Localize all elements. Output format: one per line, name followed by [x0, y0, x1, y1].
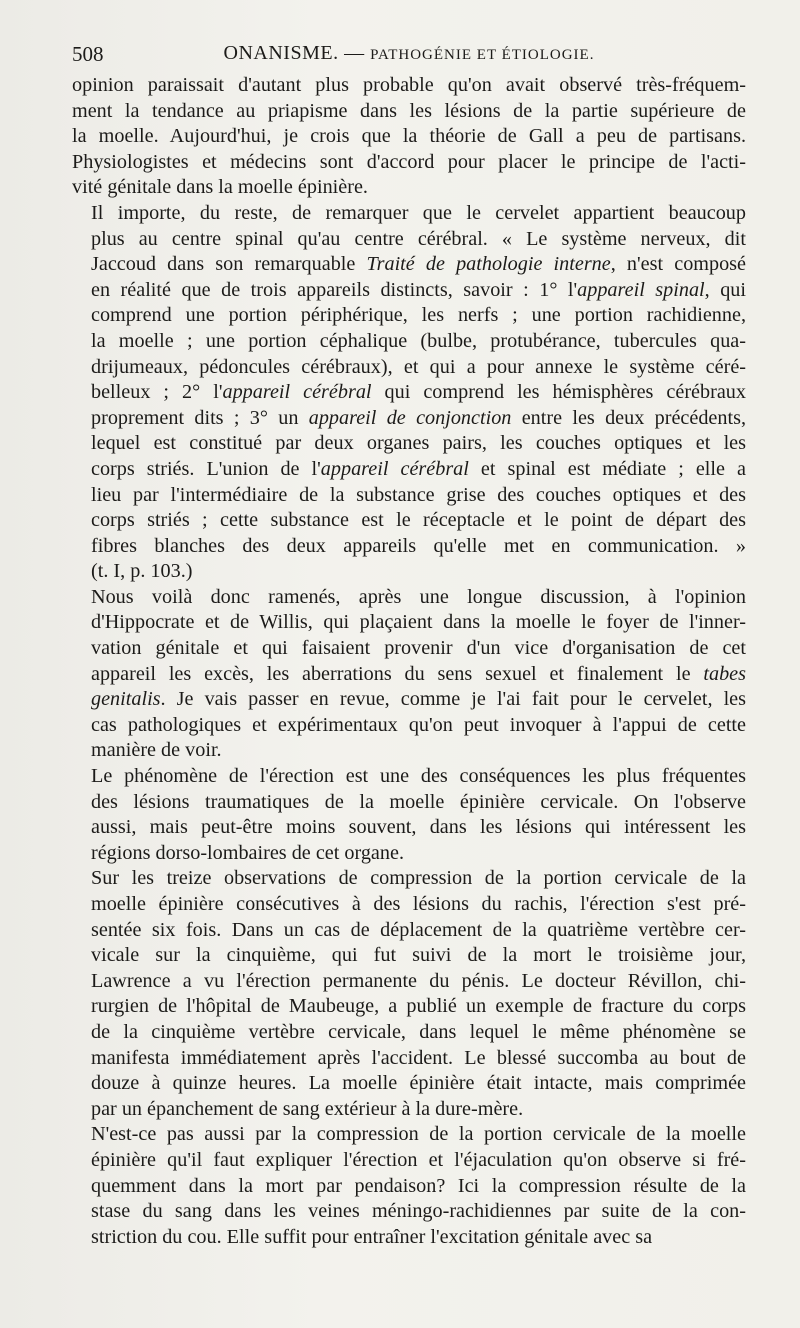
- text-line: fibres blanches des deux appareils qu'elle met en communication. »: [91, 534, 746, 557]
- text-line: Lawrence a vu l'érection permanente du pénis. Le docteur Révillon, chi-: [91, 969, 746, 992]
- text-line: vation génitale et qui faisaient provenir d'un vice d'organisation de cet: [91, 637, 746, 660]
- text-line: manière de voir.: [91, 739, 222, 762]
- text-line: Nous voilà donc ramenés, après une longue discussion, à l'opinion: [91, 585, 746, 608]
- text-line: Le phénomène de l'érection est une des conséquences les plus fréquentes: [91, 765, 746, 788]
- text-line: vité génitale dans la moelle épinière.: [72, 176, 368, 199]
- text-line: Il importe, du reste, de remarquer que le cervelet appartient beaucoup: [91, 201, 746, 224]
- text-line: en réalité que de trois appareils distincts, savoir : 1° l'appareil spinal, qui: [91, 278, 746, 301]
- text-line: lieu par l'intermédiaire de la substance grise des couches optiques et des: [91, 483, 746, 506]
- text-line: manifesta immédiatement après l'accident. Le blessé succomba au bout de: [91, 1046, 746, 1069]
- text-line: la moelle. Aujourd'hui, je crois que la théorie de Gall a peu de partisans.: [72, 125, 746, 148]
- text-line: des lésions traumatiques de la moelle épinière cervicale. On l'observe: [91, 790, 746, 813]
- page-header: [72, 40, 746, 70]
- italic-phrase: Traité de pathologie interne: [366, 253, 611, 276]
- text-line: (t. I, p. 103.): [91, 560, 193, 583]
- body-text: [72, 73, 746, 1250]
- text-line: quemment dans la mort par pendaison? Ici la compression résulte de la: [91, 1174, 746, 1197]
- text-line: d'Hippocrate et de Willis, qui plaçaient dans la moelle le foyer de l'inner-: [91, 611, 746, 634]
- text-line: sentée six fois. Dans un cas de déplacement de la quatrième vertèbre cer-: [91, 918, 746, 941]
- text-line: régions dorso-lombaires de cet organe.: [91, 841, 404, 864]
- running-head-dash: —: [344, 42, 365, 64]
- text-line: Sur les treize observations de compression de la portion cervicale de la: [91, 867, 746, 890]
- text-line: ment la tendance au priapisme dans les lésions de la partie supérieure de: [72, 99, 746, 122]
- text-line: douze à quinze heures. La moelle épinière était intacte, mais comprimée: [91, 1072, 746, 1095]
- text-line: rurgien de l'hôpital de Maubeuge, a publié un exemple de fracture du corps: [91, 995, 746, 1018]
- paragraph: [72, 73, 746, 201]
- italic-phrase: appareil cérébral: [320, 457, 469, 480]
- italic-phrase: appareil cérébral: [222, 381, 372, 404]
- text-line: de la cinquième vertèbre cervicale, dans lequel le même phénomène se: [91, 1020, 746, 1043]
- running-head-subtitle: PATHOGÉNIE ET ÉTIOLOGIE.: [370, 47, 595, 63]
- page-number: 508: [72, 42, 104, 66]
- italic-phrase: appareil spinal: [577, 278, 705, 301]
- text-line: stase du sang dans les veines méningo-rachidiennes par suite de la con-: [91, 1200, 746, 1223]
- text-line: genitalis. Je vais passer en revue, comme je l'ai fait pour le cervelet, les: [91, 688, 746, 711]
- text-line: belleux ; 2° l'appareil cérébral qui comprend les hémisphères cérébraux: [91, 381, 746, 404]
- text-line: comprend une portion périphérique, les nerfs ; une portion rachidienne,: [91, 304, 746, 327]
- text-line: N'est-ce pas aussi par la compression de la portion cervicale de la moelle: [91, 1123, 746, 1146]
- paragraph: [72, 764, 746, 866]
- text-line: moelle épinière consécutives à des lésions du rachis, l'érection s'est pré-: [91, 893, 746, 915]
- italic-phrase: appareil de conjonction: [308, 406, 512, 429]
- text-line: aussi, mais peut-être moins souvent, dans les lésions qui intéressent les: [91, 816, 746, 839]
- text-line: drijumeaux, pédoncules cérébraux), et qui a pour annexe le système céré-: [91, 355, 746, 378]
- italic-phrase: genitalis: [91, 688, 161, 711]
- paragraph: [72, 866, 746, 1122]
- text-line: opinion paraissait d'autant plus probable qu'on avait observé très-fréquem-: [72, 74, 746, 96]
- text-line: Physiologistes et médecins sont d'accord pour placer le principe de l'acti-: [72, 150, 746, 173]
- text-line: proprement dits ; 3° un appareil de conjonction entre les deux précédents,: [91, 406, 746, 429]
- text-line: plus au centre spinal qu'au centre cérébral. « Le système nerveux, dit: [91, 227, 746, 250]
- text-line: lequel est constitué par deux organes pairs, les couches optiques et les: [91, 432, 746, 455]
- running-head: [72, 42, 746, 65]
- text-line: Jaccoud dans son remarquable Traité de pathologie interne, n'est composé: [91, 253, 746, 276]
- text-line: la moelle ; une portion céphalique (bulbe, protubérance, tubercules qua-: [91, 329, 746, 352]
- text-line: corps striés ; cette substance est le réceptacle et le point de départ des: [91, 509, 746, 532]
- running-head-title: ONANISME.: [223, 42, 339, 64]
- text-line: par un épanchement de sang extérieur à la dure-mère.: [91, 1097, 524, 1120]
- text-line: vicale sur la cinquième, qui fut suivi de la mort le troisième jour,: [91, 944, 746, 967]
- paragraph: [72, 585, 746, 764]
- paragraph: [72, 201, 746, 585]
- text-line: appareil les excès, les aberrations du sens sexuel et finalement le tabes: [91, 662, 746, 685]
- text-line: striction du cou. Elle suffit pour entraîner l'excitation génitale avec sa: [91, 1225, 653, 1248]
- text-line: corps striés. L'union de l'appareil cérébral et spinal est médiate ; elle a: [91, 457, 746, 480]
- italic-phrase: tabes: [703, 662, 746, 685]
- text-line: cas pathologiques et expérimentaux qu'on peut invoquer à l'appui de cette: [91, 713, 746, 736]
- paragraph: [72, 1122, 746, 1250]
- text-line: épinière qu'il faut expliquer l'érection et l'éjaculation qu'on observe si fré-: [91, 1148, 746, 1171]
